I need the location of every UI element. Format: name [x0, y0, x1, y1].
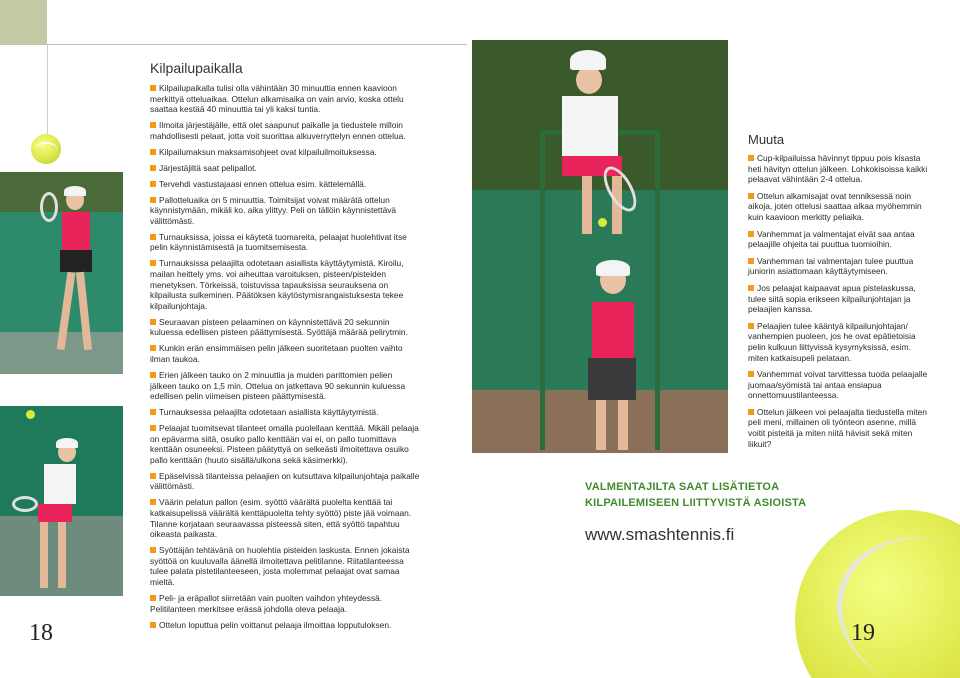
orange-square-bullet-icon — [150, 149, 156, 155]
vertical-rule — [47, 45, 48, 135]
left-bullet-text: Erien jälkeen tauko on 2 minuuttia ja muiden parittomien pelien jälkeen tauko on 1,5 min. Ottelua on jatkettava 90 sekunnin kuluessa edellisen pelin viimeisen pisteen päättymisestä. — [150, 369, 406, 402]
left-bullet-text: Syöttäjän tehtävänä on huolehtia pisteiden laskusta. Ennen jokaista syöttöä on kuuluvalla äänellä ilmoitettava pelitilanne. Riitatilanteessa tulee palata pistetilanteeseen, josta molemmat pelaajat ovat samaa mieltä. — [150, 545, 410, 588]
left-bullet-item — [150, 370, 420, 402]
orange-square-bullet-icon — [150, 122, 156, 128]
orange-square-bullet-icon — [748, 258, 754, 264]
section-title-muuta: Muuta — [748, 132, 785, 147]
left-bullet-text: Pallotteluaika on 5 minuuttia. Toimitsijat voivat määrätä ottelun käynnistymään, mikäli ko. aika ylittyy. Peli on tällöin käynnistettävä välittömästi. — [150, 194, 397, 226]
orange-square-bullet-icon — [150, 622, 156, 628]
orange-square-bullet-icon — [150, 547, 156, 553]
left-bullet-text: Epäselvissä tilanteissa pelaajien on kutsuttava kilpailunjohtaja paikalle välittömästi. — [150, 470, 420, 492]
left-bullet-text: Seuraavan pisteen pelaaminen on käynnistettävä 20 sekunnin kuluessa edellisen pisteen päättymisestä. Syöttäjä määrää pelirytmin. — [150, 316, 408, 338]
right-bullet-text: Vanhemmat ja valmentajat eivät saa antaa pelaajille ohjeita tai puuttua tuomioihin. — [748, 228, 915, 250]
orange-square-bullet-icon — [150, 345, 156, 351]
right-bullet-text: Ottelun alkamisajat ovat tenniksessä noin aikoja, joten ottelusi saattaa alkaa myöhemmin kuin kaavioon merkitty peliaika. — [748, 190, 922, 222]
left-bullet-text: Väärin pelatun pallon (esim. syöttö väärältä puolelta kenttää tai katkaisupelissä väärältä kenttäpuolelta tehty syöttö) piste jää voimaan. Tilanne korjataan seuraavassa pisteessä siten, että syöttö tapahtuu oikeasta paikasta. — [150, 497, 412, 540]
photo-player-serving — [0, 172, 123, 374]
right-bullet-text: Vanhemman tai valmentajan tulee puuttua juniorin asiattomaan käyttäytymiseen. — [748, 255, 914, 277]
left-bullet-text: Kilpailupaikalla tulisi olla vähintään 30 minuuttia ennen kaavioon merkittyä otteluaikaa. Ottelun alkamisaika on vain arvio, koska ottelu saattaa kestää 40 minuuttia tai yli kaksi tuntia. — [150, 83, 404, 115]
orange-square-bullet-icon — [748, 409, 754, 415]
photo-umpire-chair — [472, 40, 728, 453]
left-text-column — [150, 60, 420, 636]
left-bullet-text: Turnauksessa pelaajilta odotetaan asiallista käyttäytymistä. — [159, 407, 379, 418]
left-bullet-text: Järjestäjiltä saat pelipallot. — [159, 162, 257, 173]
right-bullet-item — [748, 153, 928, 185]
left-bullet-item — [150, 497, 420, 539]
left-bullet-text: Ottelun loputtua pelin voittanut pelaaja ilmoittaa lopputuloksen. — [159, 619, 392, 630]
right-text-column — [748, 132, 928, 455]
left-bullet-list — [150, 83, 420, 630]
tennis-ball-small-icon — [31, 134, 61, 164]
left-bullet-item — [150, 120, 420, 141]
orange-square-bullet-icon — [150, 260, 156, 266]
left-bullet-item — [150, 593, 420, 614]
left-bullet-item — [150, 163, 420, 174]
left-bullet-text: Tervehdi vastustajaasi ennen ottelua esim. kättelemällä. — [159, 178, 367, 189]
left-bullet-item — [150, 258, 420, 311]
right-bullet-text: Jos pelaajat kaipaavat apua pistelaskussa, tulee siitä sopia erikseen kilpailunjohtajan ja pelaajien kanssa. — [748, 282, 916, 315]
right-bullet-item — [748, 256, 928, 277]
left-bullet-item — [150, 317, 420, 338]
left-bullet-item — [150, 545, 420, 587]
orange-square-bullet-icon — [748, 323, 754, 329]
left-bullet-item — [150, 83, 420, 115]
orange-square-bullet-icon — [150, 197, 156, 203]
left-bullet-text: Pelaajat tuomitsevat tilanteet omalla puolellaan kenttää. Mikäli pelaaja on epävarma siitä, osuiko pallo kenttään vai ei, on pallo tuomittava kenttään osuneeksi. Pisteen päätyttyä on selkeästi ilmoitettava osuiko pallo kenttään (huuto sisällä/ulkona sekä käsimerkki). — [150, 423, 419, 465]
right-bullet-text: Cup-kilpailuissa hävinnyt tippuu pois kisasta heti hävityn ottelun jälkeen. Lohkokisoissa kaikki pelaavat vähintään 2-4 ottelua. — [748, 153, 928, 185]
orange-square-bullet-icon — [748, 155, 754, 161]
page-number-left: 18 — [29, 620, 53, 646]
orange-square-bullet-icon — [150, 595, 156, 601]
right-bullet-text: Pelaajien tulee kääntyä kilpailunjohtajan/ vanhempien puoleen, jos he ovat epätietoisia pelin kulkuun liittyvissä kysymyksissä, esim. miten katkaisupeli pelataan. — [748, 320, 916, 363]
corner-block — [0, 0, 47, 45]
left-bullet-text: Turnauksissa, joissa ei käytetä tuomareita, pelaajat huolehtivat itse pelin käynnistämisestä ja tuomitsemisesta. — [150, 231, 407, 253]
right-bullet-item — [748, 283, 928, 315]
left-bullet-text: Ilmoita järjestäjälle, että olet saapunut paikalle ja tiedustele milloin mahdollisesti pelaat, jotta voit suorittaa alkuverryttelyn ennen ottelua. — [150, 120, 406, 141]
orange-square-bullet-icon — [748, 231, 754, 237]
left-bullet-text: Peli- ja eräpallot siirretään vain puolten vaihdon yhteydessä. Pelitilanteen merkitsee erässä johdolla oleva pelaaja. — [150, 593, 383, 614]
photo-player-forehand — [0, 406, 123, 596]
right-bullet-list — [748, 153, 928, 449]
orange-square-bullet-icon — [150, 165, 156, 171]
right-bullet-item — [748, 407, 928, 449]
promo-line-1: VALMENTAJILTA SAAT LISÄTIETOA — [585, 481, 780, 493]
right-bullet-item — [748, 229, 928, 250]
top-rule — [47, 44, 467, 45]
orange-square-bullet-icon — [150, 372, 156, 378]
page-number-right: 19 — [851, 620, 875, 646]
left-bullet-text: Turnauksissa pelaajilta odotetaan asiallista käyttäytymistä. Kiroilu, mailan heittely yms. voi aiheuttaa varoituksen, pisteen/pisteiden menetyksen. Törkeissä, toistuvissa tapauksissa seurauksena on kilpailusta sulkeminen. Päätöksen käytöstymisrangaistuksesta tekee kilpailunjohtaja. — [150, 258, 404, 311]
orange-square-bullet-icon — [150, 425, 156, 431]
orange-square-bullet-icon — [748, 285, 754, 291]
orange-square-bullet-icon — [150, 234, 156, 240]
website-link[interactable]: www.smashtennis.fi — [585, 525, 735, 544]
promo-line-2: KILPAILEMISEEN LIITTYVISTÄ ASIOISTA — [585, 497, 807, 509]
left-bullet-item — [150, 407, 420, 418]
left-bullet-item — [150, 147, 420, 158]
orange-square-bullet-icon — [748, 193, 754, 199]
left-bullet-item — [150, 423, 420, 465]
right-bullet-item — [748, 321, 928, 363]
left-bullet-item — [150, 232, 420, 253]
right-bullet-item — [748, 191, 928, 223]
right-bullet-text: Ottelun jälkeen voi pelaajalta tiedustella miten peli meni, millainen oli työnteon asenne, millä voitit pisteitä ja miten niitä hävisit sekä miten liikuit? — [748, 406, 927, 449]
left-bullet-item — [150, 471, 420, 492]
orange-square-bullet-icon — [150, 409, 156, 415]
orange-square-bullet-icon — [150, 85, 156, 91]
left-bullet-text: Kilpailumaksun maksamisohjeet ovat kilpailuilmoituksessa. — [159, 146, 377, 157]
tennis-ball-large-icon — [795, 510, 960, 678]
orange-square-bullet-icon — [150, 499, 156, 505]
left-bullet-item — [150, 620, 420, 631]
right-bullet-text: Vanhemmat voivat tarvittessa tuoda pelaajalle juomaa/syömistä tai antaa ensiapua onnettomuustilanteessa. — [748, 369, 928, 401]
left-bullet-text: Kunkin erän ensimmäisen pelin jälkeen suoritetaan puolten vaihto ilman taukoa. — [150, 343, 403, 364]
orange-square-bullet-icon — [748, 371, 754, 377]
orange-square-bullet-icon — [150, 319, 156, 325]
orange-square-bullet-icon — [150, 473, 156, 479]
right-bullet-item — [748, 369, 928, 401]
left-bullet-item — [150, 343, 420, 364]
section-title-kilpailupaikalla: Kilpailupaikalla — [150, 60, 243, 76]
promo-heading — [585, 479, 807, 511]
left-bullet-item — [150, 195, 420, 227]
left-bullet-item — [150, 179, 420, 190]
orange-square-bullet-icon — [150, 181, 156, 187]
